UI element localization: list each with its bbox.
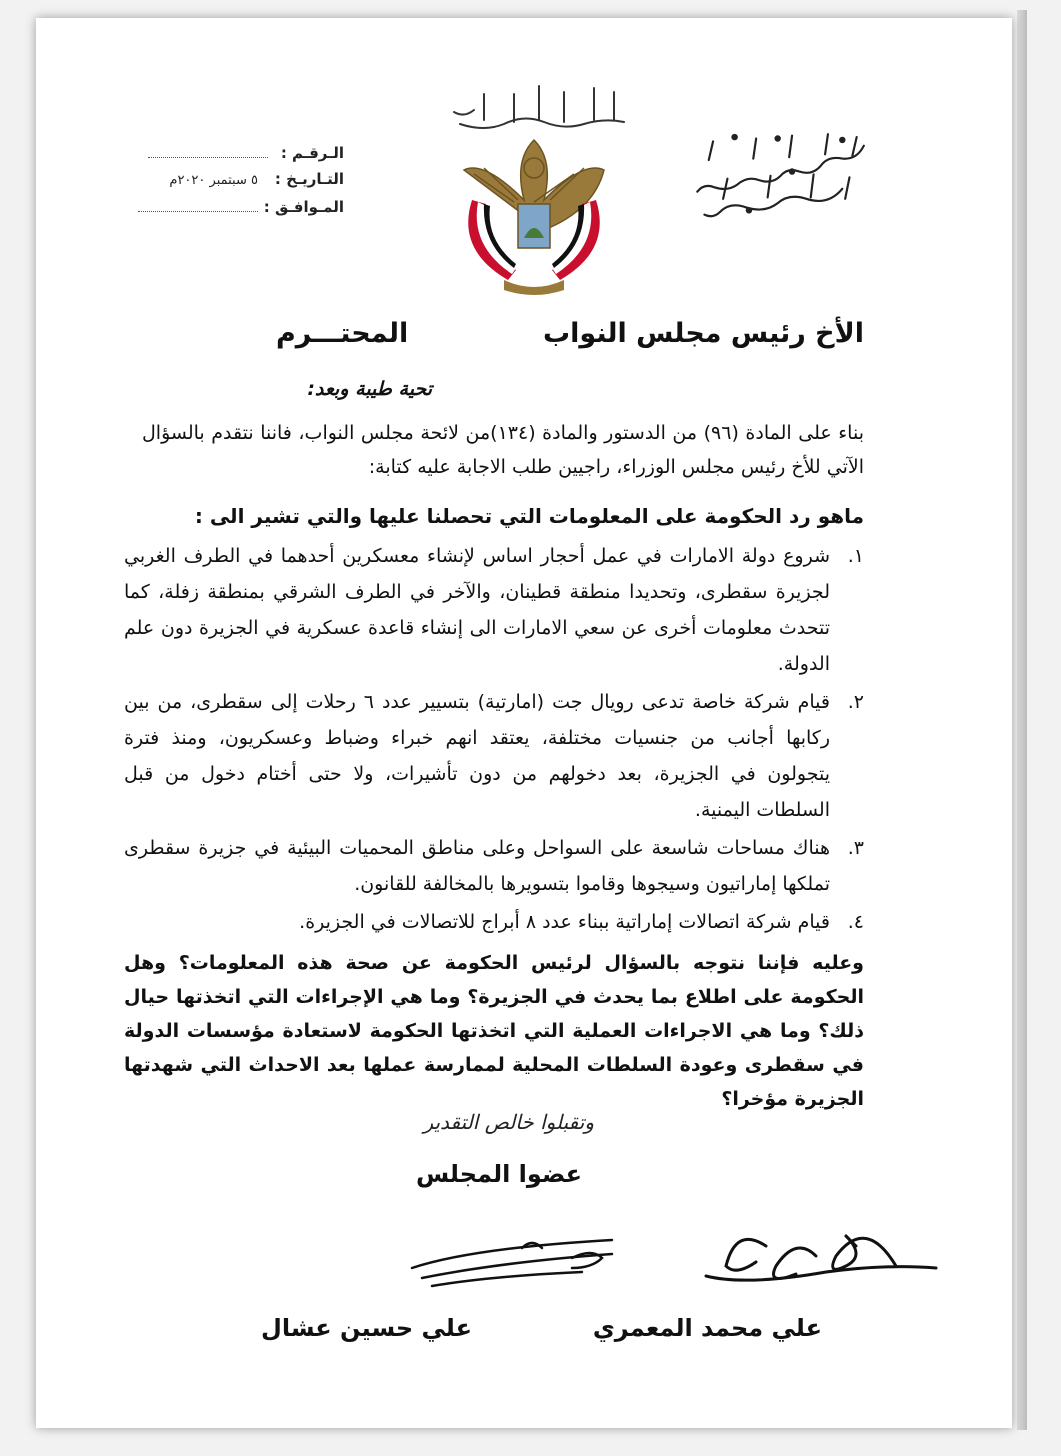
letter-page (36, 18, 1012, 1428)
item-text: قيام شركة اتصالات إماراتية ببناء عدد ٨ أبراج للاتصالات في الجزيرة. (299, 911, 830, 933)
question-title: ماهو رد الحكومة على المعلومات التي تحصلنا عليها والتي تشير الى : (194, 504, 864, 528)
reference-number-label: الـرقـم : (280, 144, 344, 162)
letterhead-calligraphy (670, 108, 950, 248)
items-list (124, 538, 864, 942)
list-item (124, 904, 864, 940)
item-number: ١. (847, 545, 864, 567)
signatories-title: عضوا المجلس (415, 1160, 582, 1188)
reference-block (104, 140, 344, 220)
signatory-name-1: علي محمد المعمري (592, 1314, 822, 1342)
item-text: شروع دولة الامارات في عمل أحجار اساس لإنشاء معسكرين أحدهما في الطرف الغربي لجزيرة سقطرى، وتحديدا منطقة قطينان، والآخر في الطرف الشرقي بمنطقة زفلة، كما تتحدث معلومات أخرى عن سعي الامارات الى إنشاء قاعدة عسكرية في الجزيرة دون علم الدولة. (124, 545, 830, 675)
page-shadow-edge (1017, 10, 1027, 1430)
list-item (124, 684, 864, 828)
signatory-name-2: علي حسين عشال (261, 1314, 472, 1342)
reference-corresponding-row (104, 194, 344, 220)
reference-date-row (104, 166, 344, 194)
item-number: ٤. (847, 911, 864, 933)
addressee: الأخ رئيس مجلس النواب (543, 318, 864, 349)
item-text: هناك مساحات شاسعة على السواحل وعلى مناطق المحميات البيئية في جزيرة سقطرى تملكها إماراتيون وسيجوها وقاموا بتسويرها بالمخالفة للقانون. (124, 837, 830, 895)
closing-question: وعليه فإننا نتوجه بالسؤال لرئيس الحكومة عن صحة هذه المعلومات؟ وهل الحكومة على اطلاع بما يحدث في الجزيرة؟ وما هي الإجراءات التي اتخذتها حيال ذلك؟ وما هي الاجراءات العملية التي اتخذتها الحكومة لاستعادة مؤسسات الدولة في سقطرى وعودة السلطات المحلية لممارسة عملها بعد الاحداث التي شهدتها الجزيرة مؤخرا؟ (124, 952, 864, 1110)
item-number: ٢. (847, 691, 864, 713)
regards-line: وتقبلوا خالص التقدير (423, 1110, 594, 1134)
intro-paragraph: بناء على المادة (٩٦) من الدستور والمادة (١٣٤)من لائحة مجلس النواب، فاننا نتقدم بالسؤال الآتي للأخ رئيس مجلس الوزراء، راجيين طلب الاجابة عليه كتابة: (142, 422, 864, 478)
honorific: المحتـــرم (276, 318, 409, 349)
yemen-emblem (454, 130, 614, 300)
reference-date-value: ٥ سبتمبر ٢٠٢٠م (169, 173, 258, 188)
reference-number-blank (148, 141, 268, 158)
reference-corresponding-blank (138, 195, 258, 212)
signature-2 (402, 1228, 632, 1298)
reference-corresponding-label: المـوافـق : (263, 198, 344, 216)
list-item (124, 830, 864, 902)
item-number: ٣. (847, 837, 864, 859)
signature-1 (696, 1216, 946, 1296)
list-item (124, 538, 864, 682)
reference-number-row (104, 140, 344, 166)
reference-date-label: التـاريـخ : (274, 170, 344, 188)
item-text: قيام شركة خاصة تدعى رويال جت (امارتية) بتسيير عدد ٦ رحلات إلى سقطرى، من بين ركابها أجانب من جنسيات مختلفة، يعتقد انهم خبراء وضباط وعسكريون، ومنذ فترة يتجولون في الجزيرة، بعد دخولهم من دون تأشيرات، ولا حتى أختام دخول من قبل السلطات اليمنية. (124, 691, 830, 821)
greeting: تحية طيبة وبعد: (307, 378, 432, 400)
